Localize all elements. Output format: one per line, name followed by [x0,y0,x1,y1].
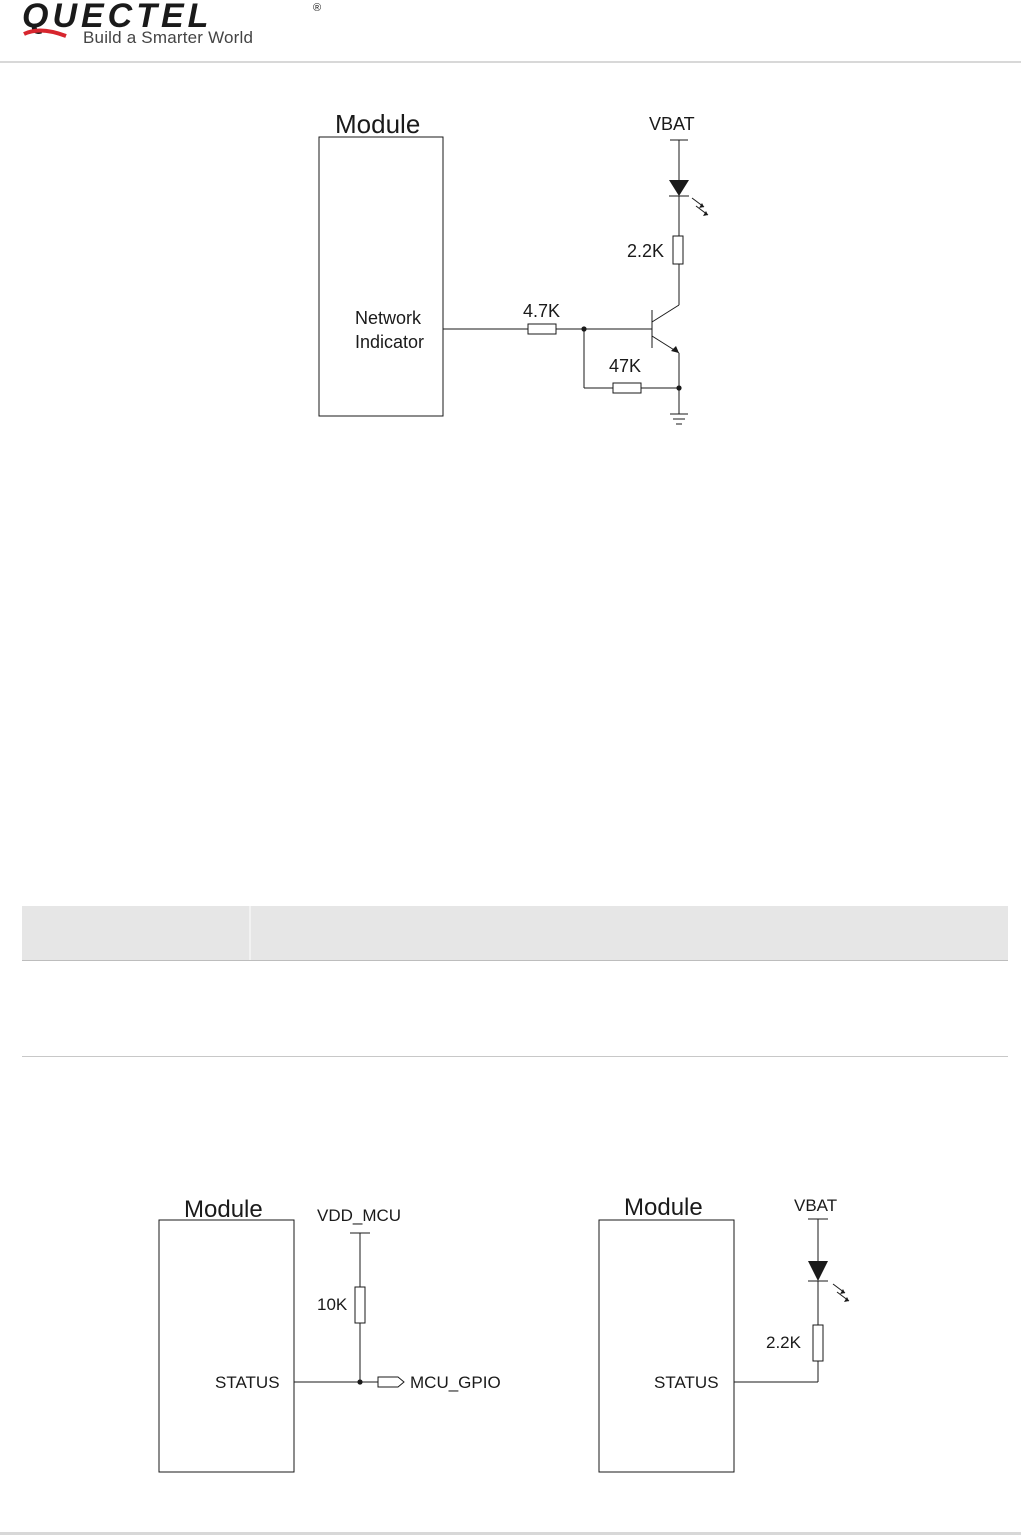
led-icon [669,180,689,196]
resistor-4-7k [528,324,556,334]
header-rule [0,61,1021,63]
resistor-10k [355,1287,365,1323]
logo-text: QUECTEL [22,0,213,35]
table-row [22,960,1008,1057]
module-box [599,1220,734,1472]
status-led-circuit [580,1185,880,1485]
pulldown-resistor-label: 47K [609,356,642,376]
module-box [319,137,443,416]
table-header-divider [249,906,251,960]
supply-label: VBAT [649,114,695,134]
resistor-2-2k [673,236,683,264]
network-indicator-circuit [300,100,740,440]
page-header [0,0,1021,62]
gpio-label: MCU_GPIO [410,1373,501,1392]
pin-label-line2: Indicator [355,332,425,352]
resistor-2-2k [813,1325,823,1361]
resistor-47k [613,383,641,393]
pin-label-line1: Network [355,308,422,328]
footer-rule [0,1532,1021,1535]
pin-label: STATUS [654,1373,719,1392]
led-resistor-label: 2.2K [627,241,665,261]
module-label: Module [335,109,421,139]
module-label: Module [184,1196,263,1223]
registered-mark: ® [313,2,322,14]
status-mcu-circuit [140,1185,520,1485]
module-box [159,1220,294,1472]
tagline: Build a Smarter World [83,28,254,47]
pin-label: STATUS [215,1373,280,1392]
table-header [22,906,1008,961]
module-label: Module [624,1194,703,1221]
supply-label: VBAT [794,1196,838,1215]
resistor-label: 2.2K [766,1333,801,1352]
gpio-port-icon [378,1377,404,1387]
supply-label: VDD_MCU [317,1206,402,1225]
resistor-label: 10K [317,1295,348,1314]
base-resistor-label: 4.7K [523,301,561,321]
led-icon [808,1261,828,1281]
emitter-arrow-icon [671,346,679,353]
